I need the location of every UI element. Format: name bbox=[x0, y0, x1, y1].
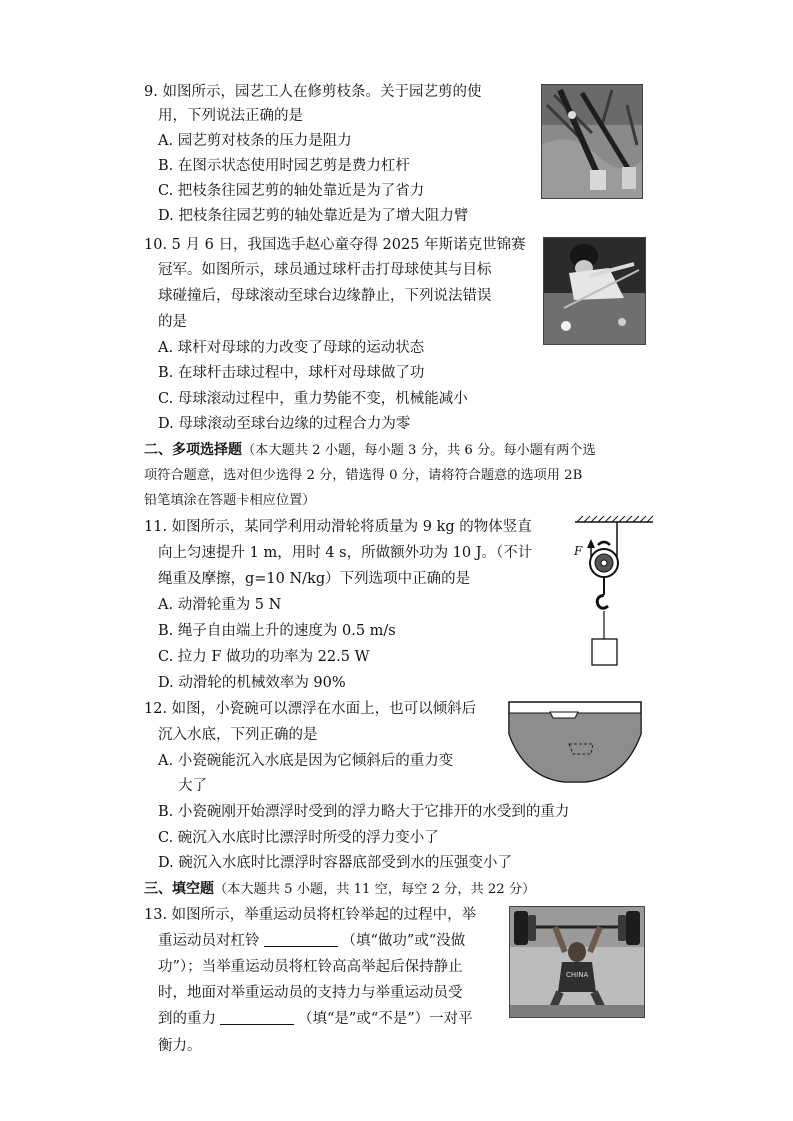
svg-text:CHINA: CHINA bbox=[566, 971, 589, 979]
q11-stem-line2: 向上匀速提升 1 m，用时 4 s，所做额外功为 10 J。（不计 bbox=[158, 545, 533, 561]
q13-line6: 衡力。 bbox=[158, 1038, 202, 1054]
q11-stem-line3: 绳重及摩擦，g=10 N/kg）下列选项中正确的是 bbox=[158, 571, 471, 587]
q11-stem-line1: 11. 如图所示，某同学利用动滑轮将质量为 9 kg 的物体竖直 bbox=[144, 519, 532, 535]
q13-line5-end: （填“是”或“不是”）一对平 bbox=[298, 1011, 473, 1027]
q13-line2 bbox=[158, 931, 465, 951]
q11-option-d: D. 动滑轮的机械效率为 90% bbox=[158, 675, 346, 691]
section2-desc-line2: 项符合题意，选对但少选得 2 分，错选得 0 分，请将符合题意的选项用 2B bbox=[144, 468, 583, 483]
q9-option-d: D. 把枝条往园艺剪的轴处靠近是为了增大阻力臂 bbox=[158, 208, 469, 224]
section3-header bbox=[144, 879, 535, 900]
pruning-shears-photo bbox=[541, 84, 643, 199]
q13-line3: 功”）；当举重运动员将杠铃高高举起后保持静止 bbox=[158, 959, 463, 975]
q10-option-d: D. 母球滚动至球台边缘的过程合力为零 bbox=[158, 416, 411, 432]
q10-stem-line2: 冠军。如图所示，球员通过球杆击打母球使其与目标 bbox=[158, 262, 492, 278]
q13-line5-start: 到的重力 bbox=[158, 1011, 216, 1027]
q11-option-b: B. 绳子自由端上升的速度为 0.5 m/s bbox=[158, 623, 396, 639]
section3-title: 三、填空题 bbox=[144, 881, 214, 897]
q10-option-b: B. 在球杆击球过程中，球杆对母球做了功 bbox=[158, 365, 425, 381]
q9-option-c: C. 把枝条往园艺剪的轴处靠近是为了省力 bbox=[158, 183, 425, 199]
q12-option-b: B. 小瓷碗刚开始漂浮时受到的浮力略大于它排开的水受到的重力 bbox=[158, 804, 570, 820]
q12-stem-line1: 12. 如图，小瓷碗可以漂浮在水面上，也可以倾斜后 bbox=[144, 701, 477, 717]
q9-stem-line2: 用，下列说法正确的是 bbox=[158, 108, 303, 124]
q9-option-b: B. 在图示状态使用时园艺剪是费力杠杆 bbox=[158, 158, 410, 174]
weightlifter-photo bbox=[509, 906, 645, 1018]
q12-option-c: C. 碗沉入水底时比漂浮时所受的浮力变小了 bbox=[158, 830, 439, 846]
q9-stem-line1: 9. 如图所示，园艺工人在修剪枝条。关于园艺剪的使 bbox=[144, 84, 482, 100]
section2-desc-line1: （本大题共 2 小题，每小题 3 分，共 6 分。每小题有两个选 bbox=[242, 443, 596, 458]
answer-blank-2[interactable] bbox=[220, 1010, 294, 1025]
q13-line2-end: （填“做功”或“没做 bbox=[341, 933, 466, 949]
q12-option-d: D. 碗沉入水底时比漂浮时容器底部受到水的压强变小了 bbox=[158, 855, 512, 871]
q11-option-c: C. 拉力 F 做功的功率为 22.5 W bbox=[158, 649, 370, 665]
q12-stem-line2: 沉入水底，下列正确的是 bbox=[158, 727, 318, 743]
q10-stem-line4: 的是 bbox=[158, 314, 187, 330]
answer-blank-1[interactable] bbox=[264, 932, 338, 947]
q13-line5 bbox=[158, 1009, 473, 1029]
section2-desc-line3: 铅笔填涂在答题卡相应位置） bbox=[144, 493, 316, 508]
q12-option-a-line2: 大了 bbox=[178, 778, 207, 794]
q11-option-a: A. 动滑轮重为 5 N bbox=[158, 597, 282, 613]
section2-title: 二、多项选择题 bbox=[144, 442, 242, 458]
q13-line1: 13. 如图所示，举重运动员将杠铃举起的过程中，举 bbox=[144, 907, 477, 923]
q12-option-a-line1: A. 小瓷碗能沉入水底是因为它倾斜后的重力变 bbox=[158, 753, 454, 769]
section2-header-line1 bbox=[144, 440, 596, 461]
q10-stem-line3: 球碰撞后，母球滚动至球台边缘静止，下列说法错误 bbox=[158, 288, 492, 304]
q9-option-a: A. 园艺剪对枝条的压力是阻力 bbox=[158, 133, 352, 149]
pulley-diagram bbox=[565, 515, 655, 675]
bowl-diagram bbox=[505, 698, 645, 788]
q13-line2-start: 重运动员对杠铃 bbox=[158, 933, 260, 949]
q10-option-c: C. 母球滚动过程中，重力势能不变，机械能减小 bbox=[158, 391, 468, 407]
snooker-player-photo bbox=[543, 237, 646, 345]
q13-line4: 时，地面对举重运动员的支持力与举重运动员受 bbox=[158, 985, 463, 1001]
force-label: F bbox=[574, 544, 583, 558]
q10-stem-line1: 10. 5 月 6 日，我国选手赵心童夺得 2025 年斯诺克世锦赛 bbox=[144, 237, 526, 253]
q10-option-a: A. 球杆对母球的力改变了母球的运动状态 bbox=[158, 340, 425, 356]
section3-desc: （本大题共 5 小题，共 11 空，每空 2 分，共 22 分） bbox=[214, 882, 536, 897]
